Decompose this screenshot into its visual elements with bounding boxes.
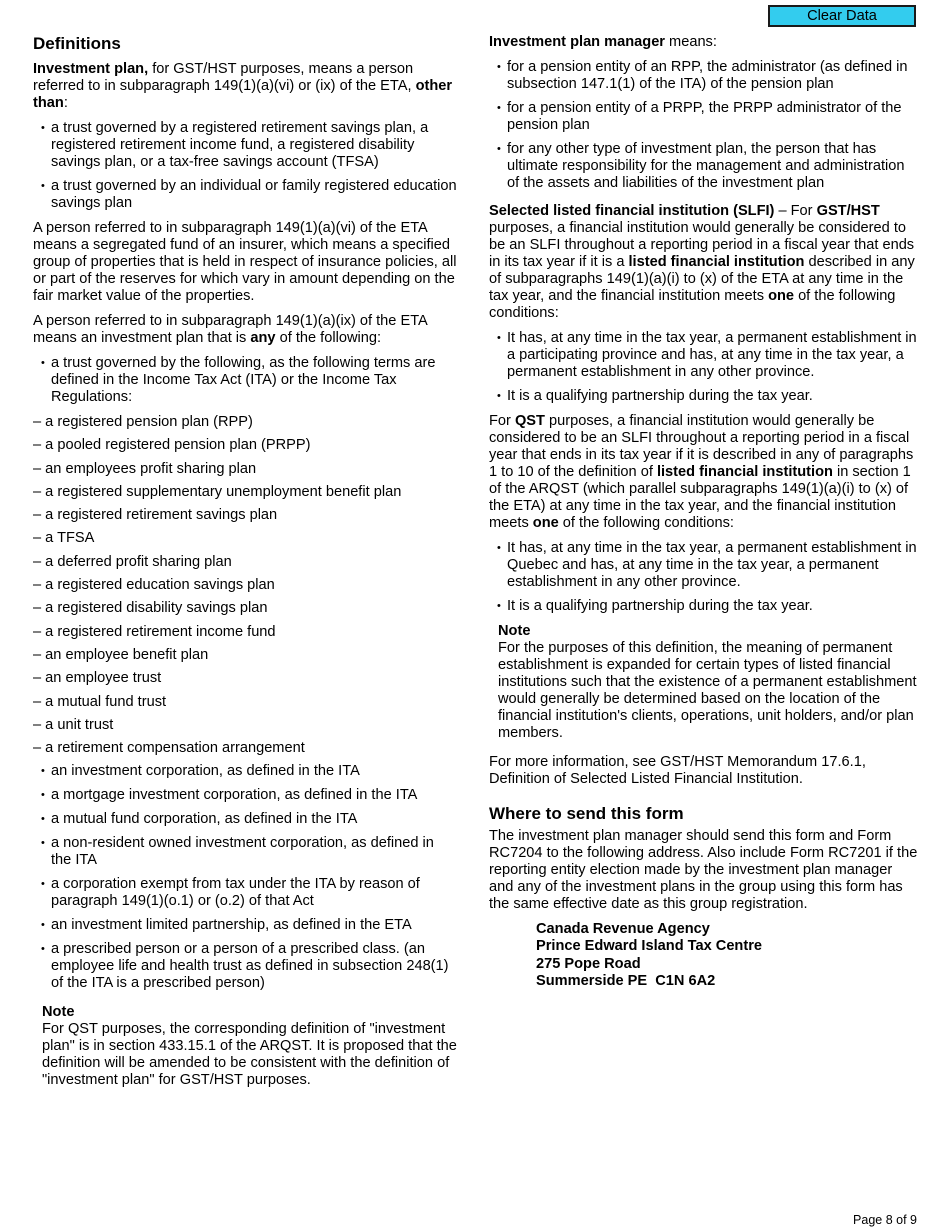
other-than-list (33, 120, 457, 212)
list-item: – a unit trust (33, 716, 114, 733)
list-item: – an employees profit sharing plan (33, 460, 257, 477)
note-title: Note (498, 623, 531, 639)
segregated-fund-paragraph: A person referred to in subparagraph 149(1)(a)(vi) of the ETA means a segregated fund of an insurer, which means a specified group of properties that is held in respect of insurance policies, all or part of the reserves for which vary in amount depending on the fair market value of the properties. (33, 220, 457, 304)
list-item: • a trust governed by an individual or family registered education savings plan (51, 178, 457, 212)
list-item: – a deferred profit sharing plan (33, 553, 232, 570)
note-text: For QST purposes, the corresponding definition of "investment plan" is in section 433.15.1 of the ARQST. It is proposed that the definition will be amended to be consistent with the definition of "investment plan" for GST/HST purposes. (42, 1021, 457, 1089)
list-item: – a pooled registered pension plan (PRPP) (33, 437, 311, 454)
list-item: • a corporation exempt from tax under the ITA by reason of paragraph 149(1)(o.1) or (o.2) of that Act (51, 876, 457, 910)
investment-plan-manager-definition: Investment plan manager means: (489, 34, 717, 50)
list-item: – a registered retirement income fund (33, 623, 276, 640)
list-item: • for any other type of investment plan, the person that has ultimate responsibility for the management and administration of the assets and liabilities of the investment plan (507, 141, 919, 192)
address-line: Prince Edward Island Tax Centre (536, 938, 763, 955)
slfi-definition: Selected listed financial institution (SLFI) – For GST/HST purposes, a financial institution would generally be considered to be an SLFI throughout a reporting period in a fiscal year that ends in its tax year if it is a listed financial institution described in any of subparagraphs 149(1)(a)(i) to (x) of the ETA at any time in the tax year, and the financial institution meets one of the following conditions: (489, 203, 915, 321)
left-column (33, 34, 457, 1097)
gst-conditions-list (489, 330, 919, 405)
list-item: • a mutual fund corporation, as defined in the ITA (51, 811, 457, 828)
list-item: • a prescribed person or a person of a prescribed class. (an employee life and health trust as defined in subsection 248(1) of the ITA is a prescribed person) (51, 941, 457, 992)
list-item: – a registered disability savings plan (33, 600, 268, 617)
definitions-heading: Definitions (33, 34, 121, 53)
list-item: – an employee trust (33, 670, 162, 687)
list-item: – a retirement compensation arrangement (33, 740, 305, 757)
investment-plan-list (33, 355, 457, 406)
list-item: – a registered supplementary unemployment benefit plan (33, 483, 402, 500)
mailing-address (536, 921, 919, 990)
list-item: – a registered pension plan (RPP) (33, 414, 253, 430)
list-item: • an investment limited partnership, as defined in the ETA (51, 917, 457, 934)
address-line: 275 Pope Road (536, 955, 641, 972)
list-item: • a mortgage investment corporation, as defined in the ITA (51, 787, 457, 804)
list-item: • It is a qualifying partnership during the tax year. (507, 598, 919, 615)
clear-data-button[interactable]: Clear Data (768, 5, 916, 27)
page-number: Page 8 of 9 (853, 1213, 917, 1227)
send-instructions: The investment plan manager should send this form and Form RC7204 to the following address. Also include Form RC7201 if the reporting entity election made by the investment plan manager and any of the investment plans in the group using this form has the same effective date as this group registration. (489, 828, 918, 912)
investment-plan-definition: Investment plan, for GST/HST purposes, means a person referred to in subparagraph 149(1)(a)(vi) or (ix) of the ETA, other than: (33, 61, 453, 111)
slfi-note (498, 623, 919, 742)
note-text: For the purposes of this definition, the meaning of permanent establishment is expanded for certain types of listed financial institutions such that the existence of a permanent establishment would generally be determined based on the location of the financial institution's clients, operations, unit holders, and/or plan members. (498, 640, 917, 741)
address-line: Canada Revenue Agency (536, 921, 710, 937)
list-item: • an investment corporation, as defined in the ITA (51, 763, 457, 780)
investment-plan-paragraph: A person referred to in subparagraph 149(1)(a)(ix) of the ETA means an investment plan that is any of the following: (33, 313, 427, 346)
investment-plan-term: Investment plan, (33, 61, 149, 77)
list-item: • for a pension entity of an RPP, the administrator (as defined in subsection 147.1(1) of the ITA) of the pension plan (507, 59, 919, 93)
qst-slfi-paragraph: For QST purposes, a financial institution would generally be considered to be an SLFI throughout a reporting period in a fiscal year that ends in its tax year if it is described in any of paragraphs 1 to 10 of the definition of listed financial institution in section 1 of the ARQST (which parallel subparagraphs 149(1)(a)(i) to (x) of the ETA) at any time in the tax year, and the financial institution meets one of the following conditions: (489, 413, 914, 531)
list-item: • It has, at any time in the tax year, a permanent establishment in Quebec and has, at any time in the tax year, a permanent establishment in any other province. (507, 540, 919, 591)
list-item: • for a pension entity of a PRPP, the PRPP administrator of the pension plan (507, 100, 919, 134)
qst-conditions-list (489, 540, 919, 615)
where-to-send-heading: Where to send this form (489, 804, 684, 823)
list-item: • a non-resident owned investment corporation, as defined in the ITA (51, 835, 457, 869)
list-item: – a TFSA (33, 530, 95, 547)
note-title: Note (42, 1004, 75, 1021)
list-item: • It is a qualifying partnership during the tax year. (507, 388, 919, 405)
more-info-paragraph: For more information, see GST/HST Memorandum 17.6.1, Definition of Selected Listed Financial Institution. (489, 754, 866, 787)
qst-note (42, 1004, 457, 1089)
list-item: – a registered retirement savings plan (33, 507, 278, 524)
list-item: – a registered education savings plan (33, 577, 275, 594)
list-item: • a trust governed by a registered retirement savings plan, a registered retirement income fund, a registered disability savings plan, or a tax-free savings account (TFSA) (51, 120, 457, 171)
plan-types-list (33, 414, 457, 757)
right-column (489, 34, 919, 990)
ipm-list (489, 59, 919, 192)
list-item: • a trust governed by the following, as the following terms are defined in the Income Tax Act (ITA) or the Income Tax Regulations: (51, 355, 457, 406)
corporation-list (33, 763, 457, 992)
address-line: Summerside PE C1N 6A2 (536, 972, 716, 989)
list-item: – a mutual fund trust (33, 693, 167, 710)
list-item: • It has, at any time in the tax year, a permanent establishment in a participating province and has, at any time in the tax year, a permanent establishment in any other province. (507, 330, 919, 381)
list-item: – an employee benefit plan (33, 646, 209, 663)
